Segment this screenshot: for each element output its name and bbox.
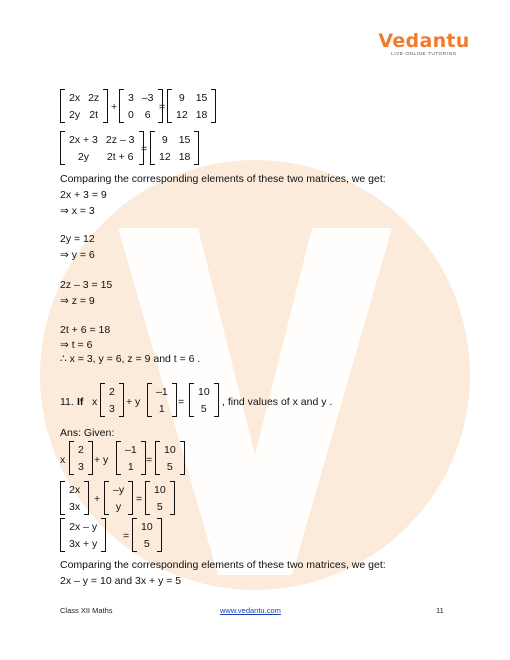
step-equation: 2z – 3 = 15: [60, 279, 113, 291]
equals-sign: =: [146, 454, 153, 466]
step-equation: 2t + 6 = 18: [60, 324, 111, 336]
matrix-cell: 3: [78, 460, 84, 473]
matrix-cell: 0: [128, 108, 134, 121]
answer-heading: Ans: Given:: [60, 427, 115, 439]
equals-sign: =: [178, 396, 185, 408]
eq2-matrix-1: [60, 131, 144, 165]
ans1-matrix-1: [69, 441, 93, 475]
matrix-cell: 1: [127, 460, 134, 473]
matrix-cell: 9: [161, 133, 168, 146]
equals-sign: =: [123, 530, 130, 542]
matrix-cell: 6: [144, 108, 151, 121]
matrix-cell: 2y: [69, 108, 81, 121]
therefore-statement: ∴ x = 3, y = 6, z = 9 and t = 6 .: [60, 353, 201, 365]
step-result: ⇒ z = 9: [60, 295, 95, 307]
matrix-cell: 9: [178, 91, 185, 104]
matrix-cell: 10: [154, 483, 166, 496]
matrix-cell: –3: [141, 91, 154, 104]
comparing-text: Comparing the corresponding elements of these two matrices, we get:: [60, 559, 386, 571]
matrix-cell: 2x: [69, 91, 81, 104]
ans1-matrix-3: [155, 441, 185, 475]
ans2-matrix-3: [145, 481, 175, 515]
step-result: ⇒ t = 6: [60, 339, 93, 351]
matrix-cell: 10: [141, 520, 153, 533]
matrix-cell: 2: [109, 385, 115, 398]
matrix-cell: 12: [176, 108, 188, 121]
matrix-cell: 10: [198, 385, 210, 398]
step-equation: 2x + 3 = 9: [60, 189, 107, 201]
matrix-cell: 3x: [69, 500, 81, 513]
matrix-cell: 5: [156, 500, 163, 513]
logo-text: Vedantu: [378, 30, 470, 52]
comparing-text: Comparing the corresponding elements of these two matrices, we get:: [60, 173, 386, 185]
matrix-cell: 2z – 3: [105, 133, 135, 146]
answer-plus-y: + y: [94, 454, 109, 466]
matrix-cell: 5: [166, 460, 173, 473]
matrix-cell: 2z: [88, 91, 100, 104]
equals-sign: =: [136, 493, 143, 505]
matrix-cell: 3x + y: [69, 537, 98, 550]
plus-sign: +: [94, 493, 101, 505]
question-x: x: [92, 396, 98, 408]
logo-tagline: LIVE ONLINE TUTORING: [391, 52, 457, 57]
matrix-cell: –1: [125, 443, 137, 456]
matrix-cell: 3: [109, 402, 115, 415]
matrix-cell: 1: [158, 402, 165, 415]
eq1-matrix-3: [167, 89, 216, 123]
ans2-matrix-1: [60, 481, 89, 515]
ans3-matrix-1: [60, 518, 106, 552]
ans2-matrix-2: [104, 481, 133, 515]
equals-sign: =: [159, 101, 166, 113]
final-equations: 2x – y = 10 and 3x + y = 5: [60, 575, 182, 587]
question-if: If: [77, 396, 84, 408]
matrix-cell: 18: [178, 150, 191, 163]
question-plus-y: + y: [126, 396, 141, 408]
eq1-matrix-2: [119, 89, 166, 123]
matrix-cell: 5: [143, 537, 150, 550]
step-result: ⇒ x = 3: [60, 205, 95, 217]
matrix-cell: 5: [200, 402, 207, 415]
matrix-cell: 18: [195, 108, 208, 121]
q11-matrix-3: [189, 383, 219, 417]
matrix-cell: 15: [195, 91, 208, 104]
matrix-cell: y: [115, 500, 122, 513]
matrix-cell: 3: [128, 91, 134, 104]
matrix-cell: 10: [164, 443, 176, 456]
vedantu-logo: [368, 30, 480, 58]
equals-sign: =: [141, 143, 148, 155]
step-result: ⇒ y = 6: [60, 249, 95, 261]
matrix-cell: 2y: [77, 150, 89, 163]
matrix-cell: 2x: [69, 483, 81, 496]
plus-sign: +: [111, 101, 118, 113]
matrix-cell: 15: [178, 133, 191, 146]
ans1-matrix-2: [116, 441, 146, 475]
matrix-cell: –y: [113, 483, 125, 496]
eq2-matrix-2: [150, 131, 199, 165]
q11-matrix-1: [100, 383, 124, 417]
matrix-cell: 2t: [89, 108, 99, 121]
matrix-cell: 2x + 3: [69, 133, 98, 146]
ans3-matrix-2: [132, 518, 162, 552]
page-number: 11: [436, 606, 444, 615]
footer-class: Class XII Maths: [60, 606, 113, 615]
matrix-cell: 12: [159, 150, 171, 163]
question-tail: , find values of x and y .: [222, 396, 333, 408]
matrix-cell: –1: [156, 385, 168, 398]
q11-matrix-2: [147, 383, 177, 417]
matrix-cell: 2t + 6: [106, 150, 134, 163]
eq1-matrix-1: [60, 89, 108, 123]
matrix-cell: 2: [78, 443, 84, 456]
answer-x: x: [60, 454, 66, 466]
question-number: 11.: [60, 396, 74, 408]
footer-website-link[interactable]: www.vedantu.com: [220, 606, 281, 615]
step-equation: 2y = 12: [60, 233, 95, 245]
matrix-cell: 2x – y: [69, 520, 98, 533]
